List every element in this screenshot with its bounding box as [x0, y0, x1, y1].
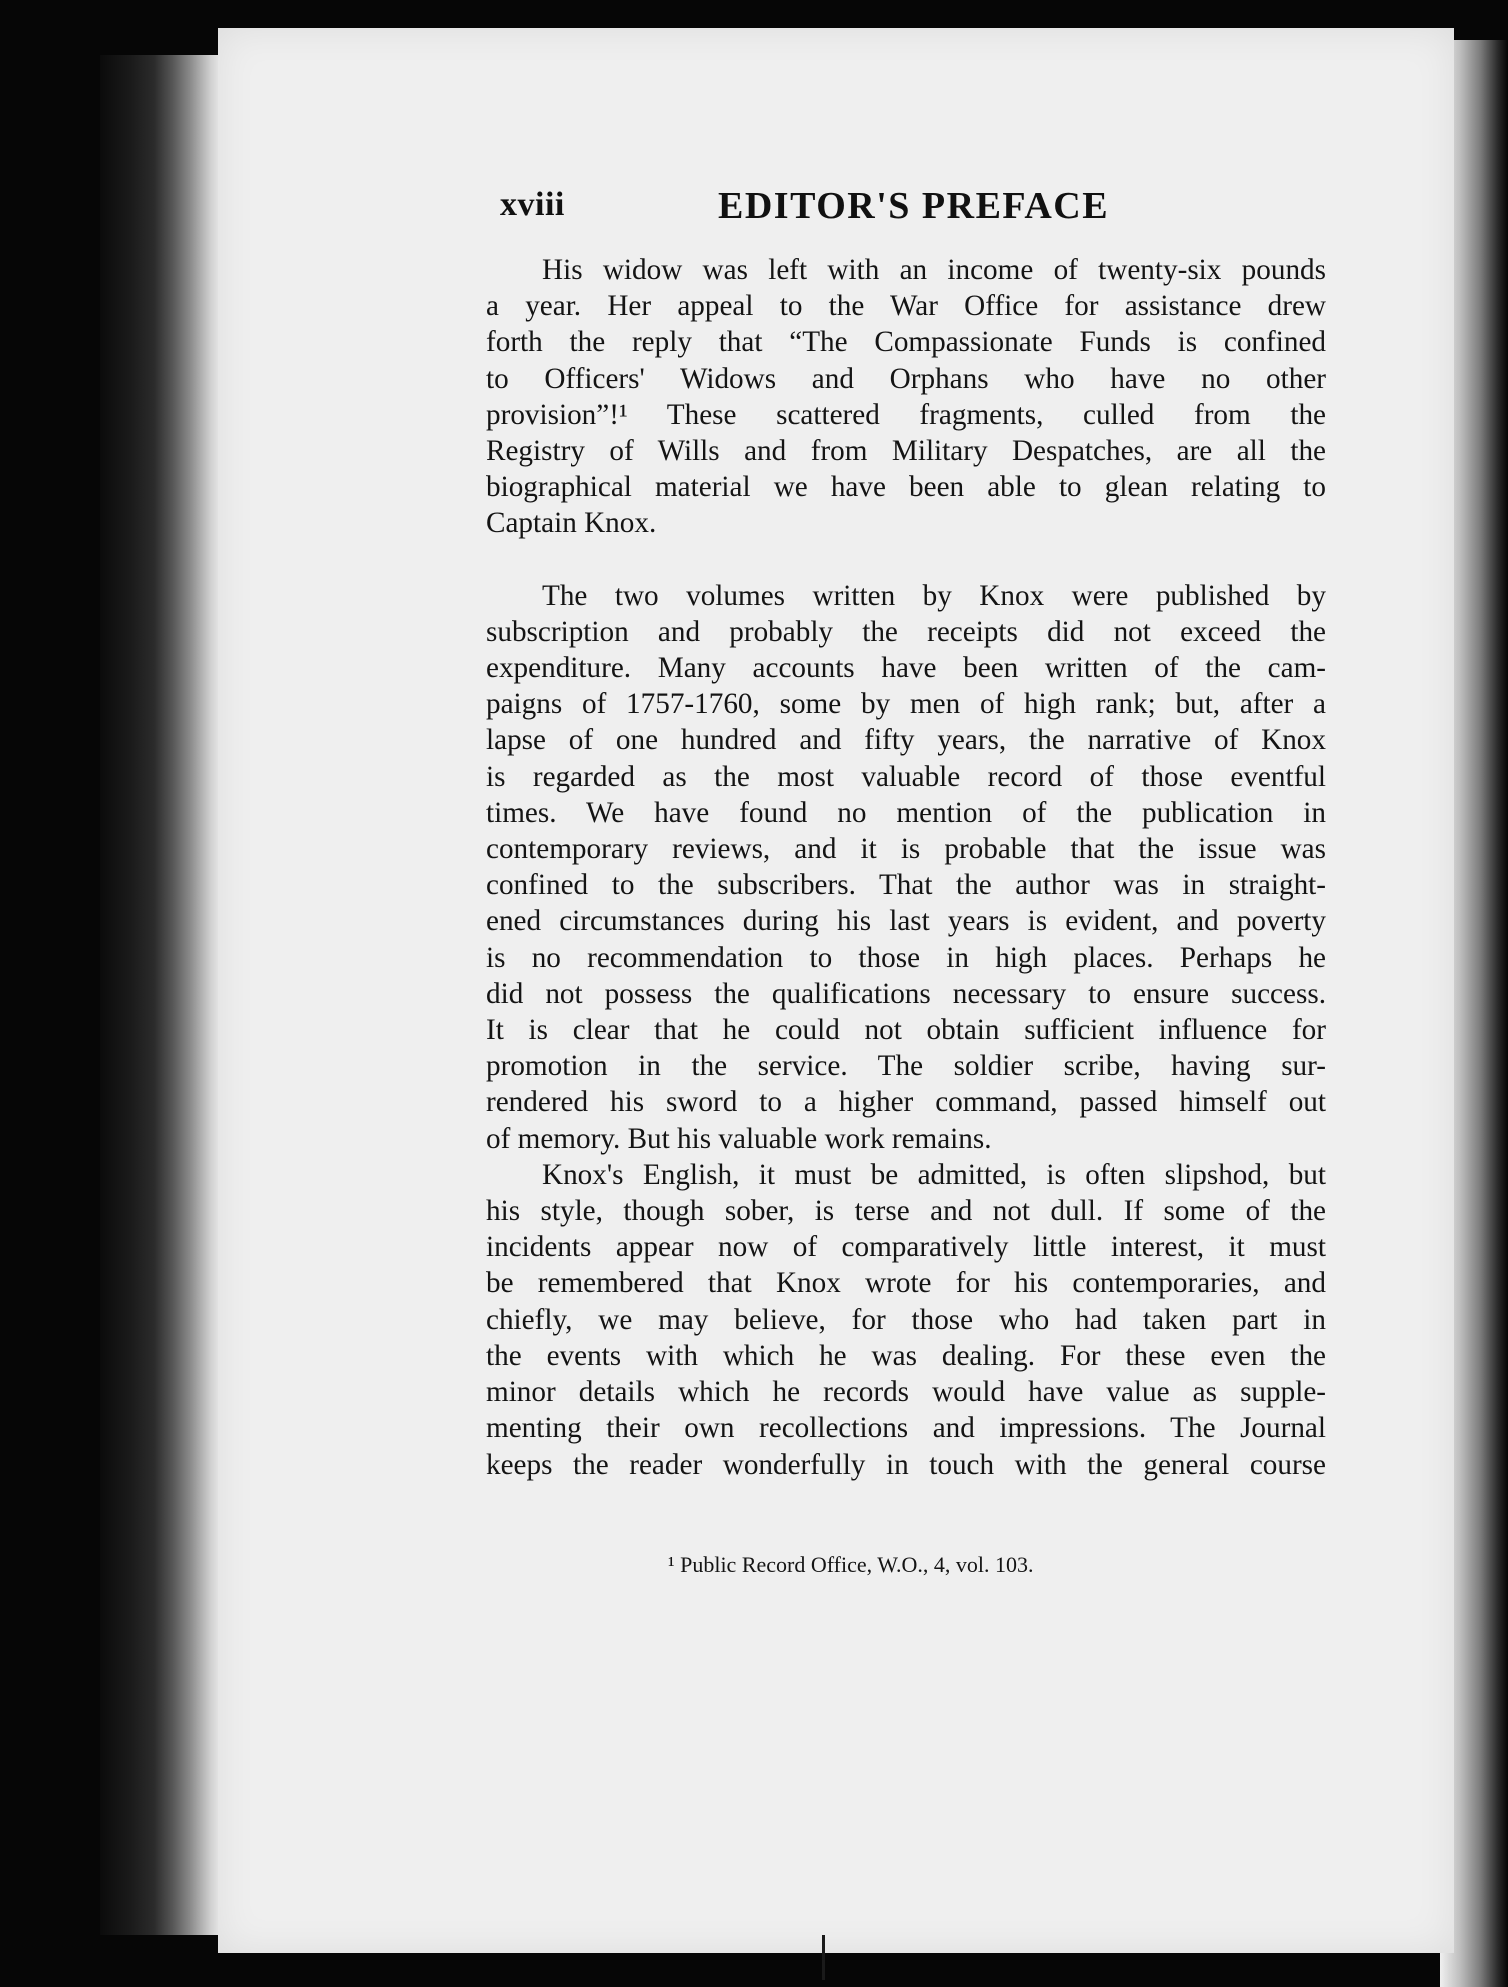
page-header	[500, 186, 1120, 236]
paragraph-gap	[486, 542, 1326, 578]
text-line: chiefly, we may believe, for those who had taken part in	[486, 1303, 1326, 1336]
text-line: The two volumes written by Knox were published by	[542, 579, 1326, 612]
text-line: is no recommendation to those in high places. Perhaps he	[486, 941, 1326, 974]
text-line: keeps the reader wonderfully in touch with the general course	[486, 1448, 1326, 1481]
text-line: provision”!¹ These scattered fragments, culled from the	[486, 398, 1326, 431]
body-text	[486, 252, 1326, 1483]
paragraph-2	[486, 578, 1326, 1157]
page-number: xviii	[500, 186, 565, 223]
text-line: is regarded as the most valuable record of those eventful	[486, 760, 1326, 793]
text-line: a year. Her appeal to the War Office for assistance drew	[486, 290, 1326, 323]
text-line: biographical material we have been able to glean relating to	[486, 471, 1326, 504]
text-line: Captain Knox.	[486, 507, 657, 540]
text-line: expenditure. Many accounts have been written of the cam-	[486, 652, 1326, 685]
text-line: paigns of 1757-1760, some by men of high rank; but, after a	[486, 688, 1326, 721]
paragraph-1	[486, 252, 1326, 542]
text-line: contemporary reviews, and it is probable that the issue was	[486, 833, 1326, 866]
text-line: rendered his sword to a higher command, passed himself out	[486, 1086, 1326, 1119]
text-line: Registry of Wills and from Military Despatches, are all the	[486, 435, 1326, 468]
text-line: times. We have found no mention of the publication in	[486, 796, 1326, 829]
text-line: subscription and probably the receipts did not exceed the	[486, 615, 1326, 648]
scan-artifact	[822, 1935, 825, 1980]
text-line: lapse of one hundred and fifty years, the narrative of Knox	[486, 724, 1326, 757]
page-edge-left	[100, 55, 220, 1935]
text-line: His widow was left with an income of twenty-six pounds	[542, 254, 1326, 286]
text-line: confined to the subscribers. That the author was in straight-	[486, 869, 1326, 902]
text-line: forth the reply that “The Compassionate Funds is confined	[486, 326, 1326, 359]
running-title: EDITOR'S PREFACE	[718, 185, 1110, 227]
text-line: be remembered that Knox wrote for his contemporaries, and	[486, 1267, 1326, 1300]
footnote: ¹ Public Record Office, W.O., 4, vol. 103.	[668, 1552, 1034, 1577]
text-line: his style, though sober, is terse and not dull. If some of the	[486, 1195, 1326, 1228]
paragraph-3	[486, 1157, 1326, 1483]
text-line: the events with which he was dealing. For these even the	[486, 1339, 1326, 1372]
text-line: of memory. But his valuable work remains.	[486, 1122, 992, 1155]
text-line: incidents appear now of comparatively little interest, it must	[486, 1231, 1326, 1264]
text-line: It is clear that he could not obtain sufficient influence for	[486, 1014, 1326, 1047]
text-line: Knox's English, it must be admitted, is often slipshod, but	[542, 1158, 1326, 1191]
text-line: menting their own recollections and impressions. The Journal	[486, 1412, 1326, 1445]
text-line: minor details which he records would have value as supple-	[486, 1376, 1326, 1409]
text-line: promotion in the service. The soldier scribe, having sur-	[486, 1050, 1326, 1083]
text-line: ened circumstances during his last years is evident, and poverty	[486, 905, 1326, 938]
text-line: to Officers' Widows and Orphans who have no other	[486, 362, 1326, 395]
text-line: did not possess the qualifications necessary to ensure success.	[486, 977, 1326, 1010]
